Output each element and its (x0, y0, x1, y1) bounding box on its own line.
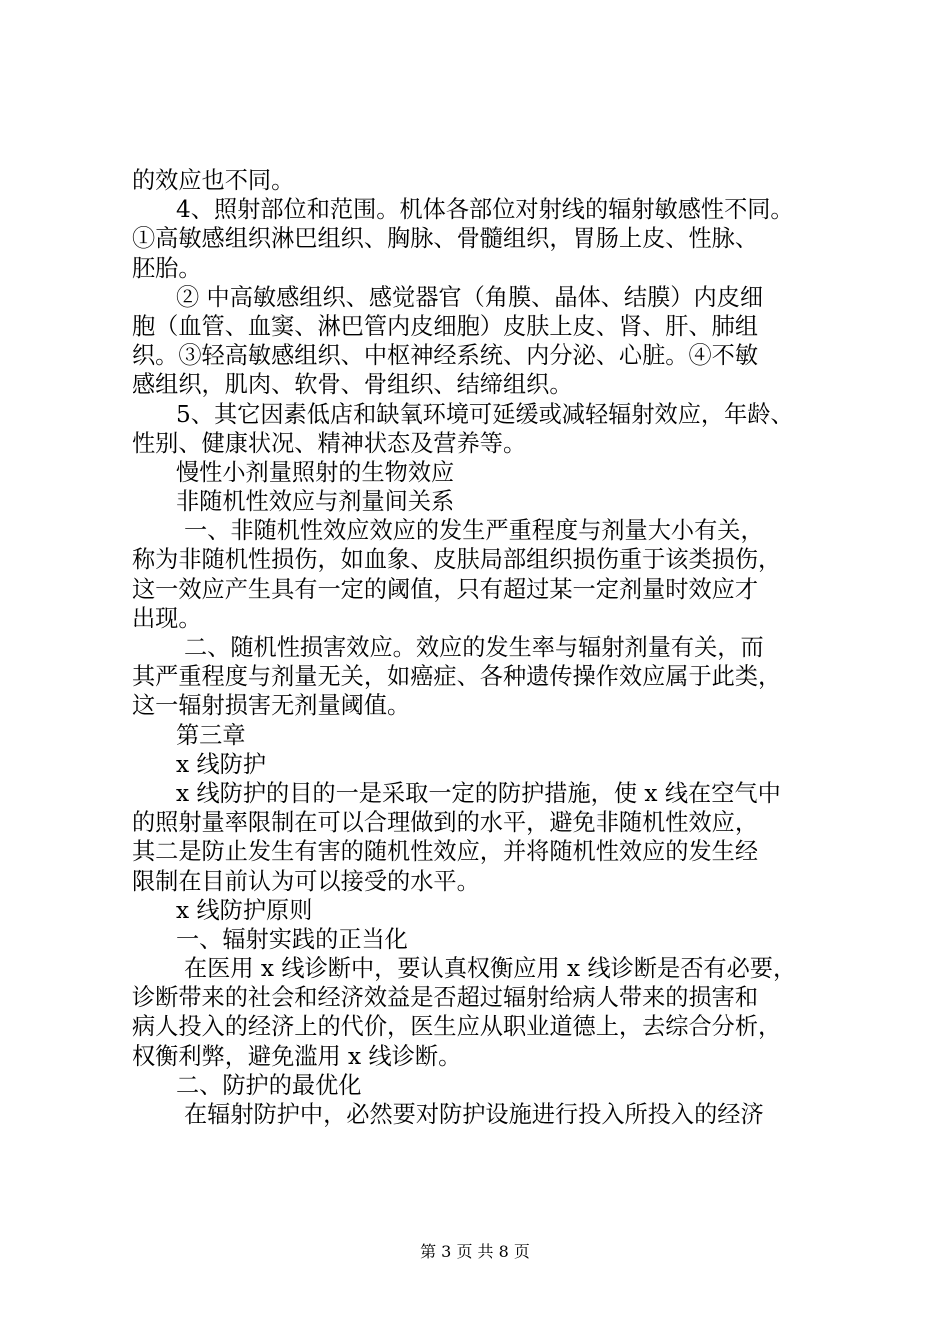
text-line: 第三章 (176, 721, 246, 749)
text-line: 4、照射部位和范围。机体各部位对射线的辐射敏感性不同。 (176, 196, 794, 224)
text-line: 这一辐射损害无剂量阈值。 (132, 692, 411, 720)
text-line: 其二是防止发生有害的随机性效应，并将随机性效应的发生经 (132, 838, 759, 866)
text-line: 胚胎。 (132, 254, 202, 282)
text-line: 二、防护的最优化 (176, 1071, 362, 1099)
document-body (132, 166, 844, 1129)
text-line: 这一效应产生具有一定的阈值，只有超过某一定剂量时效应才 (132, 575, 759, 603)
text-line: 二、随机性损害效应。效应的发生率与辐射剂量有关，而 (184, 634, 764, 661)
text-line: 胞（血管、血窦、淋巴管内皮细胞）皮肤上皮、肾、肝、肺组 (132, 312, 759, 340)
text-line: 在医用 x 线诊断中，要认真权衡应用 x 线诊断是否有必要， (184, 955, 797, 983)
text-line: 感组织，肌肉、软骨、骨组织、结缔组织。 (132, 371, 573, 399)
text-line: 称为非随机性损伤，如血象、皮肤局部组织损伤重于该类损伤， (132, 546, 782, 574)
text-line: 的照射量率限制在可以合理做到的水平，避免非随机性效应， (132, 809, 759, 837)
text-line: ② 中高敏感组织、感觉器官（角膜、晶体、结膜）内皮细 (176, 283, 764, 311)
text-line: 织。③轻高敏感组织、中枢神经系统、内分泌、心脏。④不敏 (132, 342, 759, 370)
text-line: 在辐射防护中，必然要对防护设施进行投入所投入的经济 (184, 1101, 764, 1128)
text-line: 性别、健康状况、精神状态及营养等。 (132, 429, 527, 457)
page-number: 第 3 页 共 8 页 (420, 1242, 530, 1261)
text-line: ①高敏感组织淋巴组织、胸脉、骨髓组织，胃肠上皮、性脉、 (132, 225, 759, 253)
text-line: 一、辐射实践的正当化 (176, 925, 408, 953)
text-line: 诊断带来的社会和经济效益是否超过辐射给病人带来的损害和 (132, 984, 759, 1012)
text-line: 病人投入的经济上的代价，医生应从职业道德上，去综合分析， (132, 1013, 782, 1041)
text-line: 其严重程度与剂量无关，如癌症、各种遗传操作效应属于此类， (132, 663, 782, 691)
page-footer (0, 1242, 950, 1262)
text-line: 一、非随机性效应效应的发生严重程度与剂量大小有关， (184, 517, 764, 545)
text-line: 非随机性效应与剂量间关系 (176, 488, 455, 516)
text-line: 慢性小剂量照射的生物效应 (176, 458, 455, 486)
text-line: 的效应也不同。 (132, 167, 295, 194)
text-line: x 线防护原则 (176, 896, 313, 924)
text-line: x 线防护的目的一是采取一定的防护措施，使 x 线在空气中 (176, 779, 781, 807)
text-line: 出现。 (132, 604, 202, 632)
text-line: 权衡利弊，避免滥用 x 线诊断。 (132, 1042, 462, 1070)
text-line: 5、其它因素低店和缺氧环境可延缓或减轻辐射效应，年龄、 (176, 400, 794, 428)
text-line: 限制在目前认为可以接受的水平。 (132, 867, 480, 895)
text-line: x 线防护 (176, 750, 267, 778)
